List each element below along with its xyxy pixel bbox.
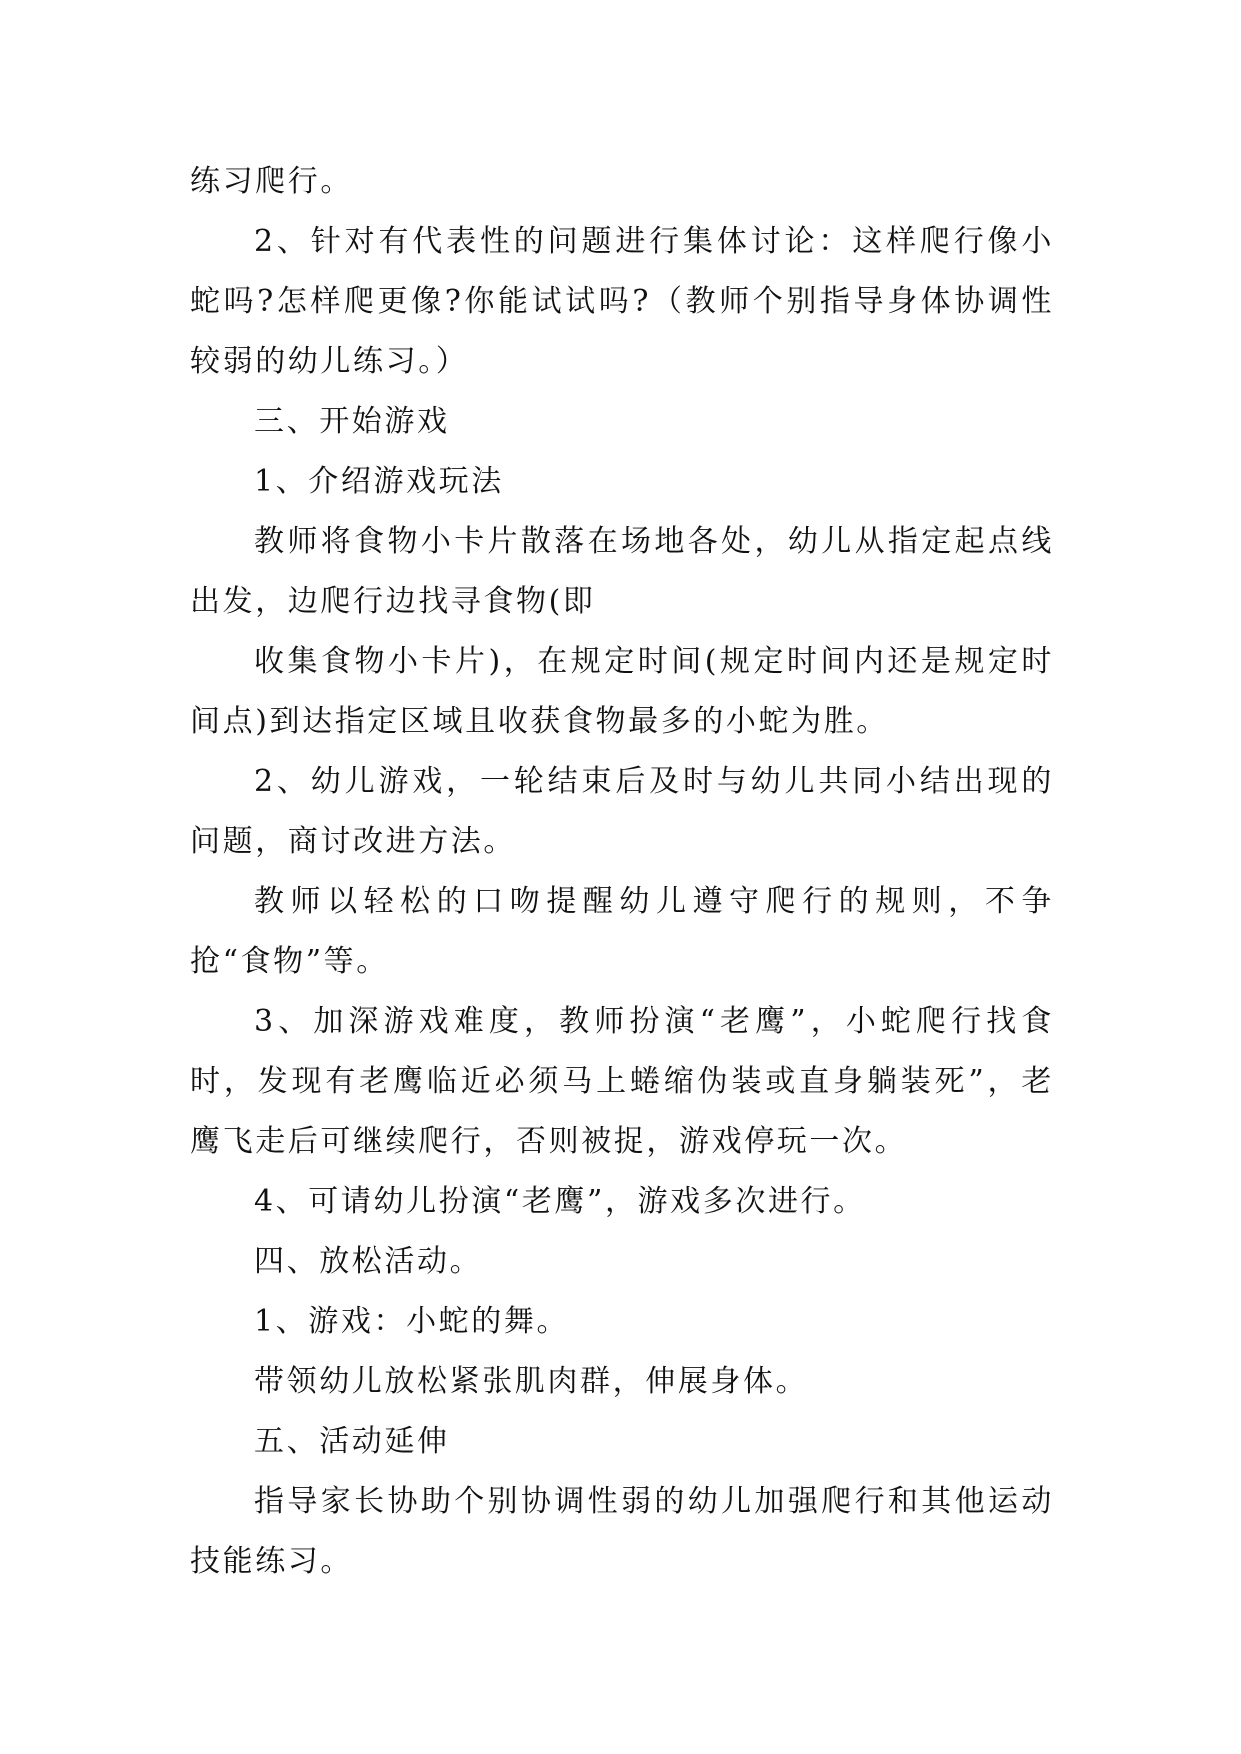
paragraph: 指导家长协助个别协调性弱的幼儿加强爬行和其他运动技能练习。 <box>190 1484 1054 1579</box>
paragraph: 教师将食物小卡片散落在场地各处，幼儿从指定起点线出发，边爬行边找寻食物(即 <box>190 524 1054 619</box>
paragraph: 2、针对有代表性的问题进行集体讨论：这样爬行像小蛇吗?怎样爬更像?你能试试吗?（教师个别指导身体协调性较弱的幼儿练习。） <box>190 224 1054 379</box>
paragraph: 带领幼儿放松紧张肌肉群，伸展身体。 <box>254 1364 809 1399</box>
section-heading: 五、活动延伸 <box>254 1424 450 1459</box>
paragraph: 2、幼儿游戏，一轮结束后及时与幼儿共同小结出现的问题，商讨改进方法。 <box>190 764 1054 859</box>
paragraph: 1、游戏：小蛇的舞。 <box>254 1304 570 1339</box>
paragraph: 4、可请幼儿扮演“老鹰”，游戏多次进行。 <box>254 1184 866 1219</box>
paragraph: 教师以轻松的口吻提醒幼儿遵守爬行的规则，不争抢“食物”等。 <box>190 884 1054 979</box>
paragraph: 1、介绍游戏玩法 <box>254 464 504 499</box>
paragraph: 收集食物小卡片)，在规定时间(规定时间内还是规定时间点)到达指定区域且收获食物最多的小蛇为胜。 <box>190 644 1054 739</box>
section-heading: 四、放松活动。 <box>254 1244 483 1279</box>
paragraph: 3、加深游戏难度，教师扮演“老鹰”，小蛇爬行找食时，发现有老鹰临近必须马上蜷缩伪装或直身躺装死”，老鹰飞走后可继续爬行，否则被捉，游戏停玩一次。 <box>190 1004 1054 1159</box>
paragraph: 练习爬行。 <box>190 164 353 199</box>
document-body <box>190 152 1054 1592</box>
section-heading: 三、开始游戏 <box>254 404 450 439</box>
